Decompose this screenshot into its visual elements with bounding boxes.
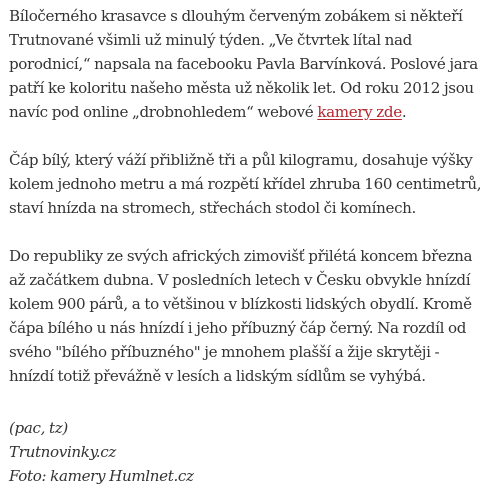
paragraph-intro-text: Bíločerného krasavce s dlouhým červeným zobákem si někteří Trutnované všimli už minulý týden. „Ve čtvrtek lítal nad porodnicí,“ napsala na facebooku Pavla Barvínková. Poslové jara patří ke koloritu našeho města už několik let. Od roku 2012 jsou navíc pod online „drobnohledem“ webové — [9, 7, 478, 121]
camera-link[interactable]: kamery zde — [317, 103, 402, 121]
article-credits — [9, 416, 483, 488]
credits-authors: (pac, tz) — [9, 419, 68, 437]
paragraph-intro — [9, 4, 483, 124]
credits-source: Trutnovinky.cz — [9, 443, 116, 461]
credits-photo: Foto: kamery Humlnet.cz — [9, 467, 194, 485]
paragraph-stork-facts: Čáp bílý, který váží přibližně tři a půl kilogramu, dosahuje výšky kolem jednoho metru a má rozpětí křídel zhruba 160 centimetrů, staví hnízda na stromech, střechách stodol či komínech. — [9, 151, 482, 217]
paragraph-intro-end: . — [401, 103, 407, 121]
paragraph-migration: Do republiky ze svých afrických zimovišť přilétá koncem března až začátkem dubna. V posledních letech v Česku obvykle hnízdí kolem 900 párů, a to většinou v blízkosti lidských obydlí. Kromě čápa bílého u nás hnízdí i jeho příbuzný čáp černý. Na rozdíl od svého "bílého příbuzného" je mnohem plašší a žije skrytěji - hnízdí totiž převážně v lesích a lidským sídlům se vyhýbá. — [9, 247, 473, 385]
